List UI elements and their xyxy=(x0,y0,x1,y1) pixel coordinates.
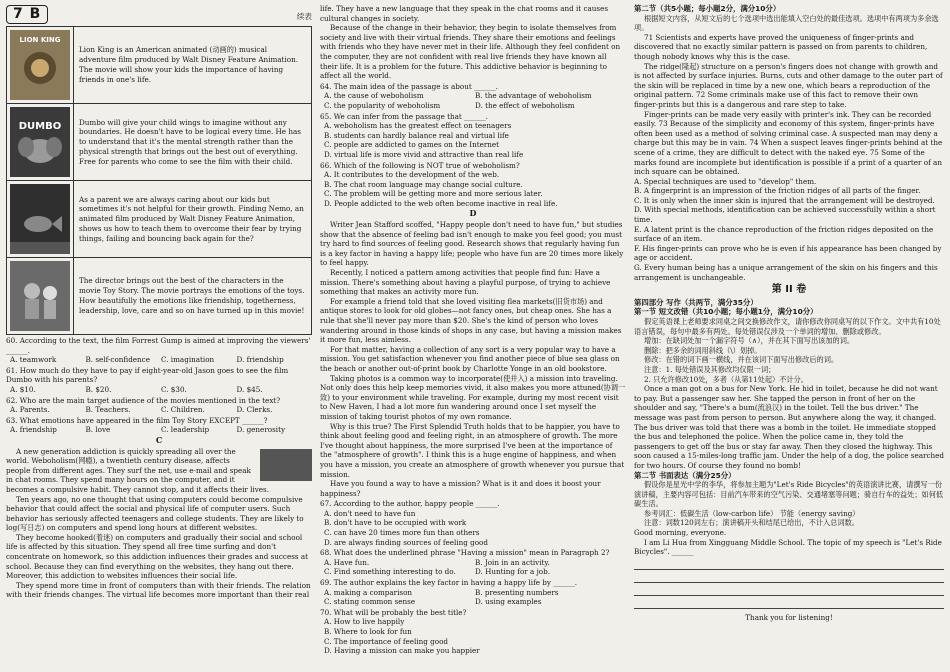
paragraph: Why is this true? The First Splendid Truth holds that to be happier, you have to think about feeling good and feeling right, in an atmosphere of growth. The more I've thought about happiness, the more surprised I've been at the importance of the "atmosphere of growth". I think this is a huge engine of happiness, and when you have a mission, you create an atmosphere of growth whenever you pursue that mission. xyxy=(320,421,625,479)
passage-d-title: D xyxy=(469,208,477,219)
option[interactable]: A. $10. xyxy=(10,384,36,394)
speech-greeting: Good morning, everyone. xyxy=(634,528,727,538)
option[interactable]: D. With special methods, identification can be achieved successfully within a short time. xyxy=(634,205,936,225)
note: 注意：词数120词左右；演讲稿开头和结尾已给出，不计入总词数。 xyxy=(644,518,859,528)
film-description: The director brings out the best of the characters in the movie Toy Story. The movie portrays the emotions of the toys. How beautifully the emotions like friendship, togetherness, leadership, love, care and so on have turned up in this movie! xyxy=(79,276,305,315)
section-heading: 第一节 短文改错（共10小题；每小题1分，满分10分） xyxy=(634,307,818,317)
option[interactable]: A. weboholism has the greatest effect on teenagers xyxy=(324,121,512,131)
film-poster xyxy=(7,181,74,257)
option[interactable]: B. Join in an activity. xyxy=(475,557,550,567)
option[interactable]: C. imagination xyxy=(161,355,215,365)
options-66 xyxy=(320,170,626,208)
section-heading: 第二节 书面表达（满分25分） xyxy=(634,470,736,480)
option[interactable]: A. making a comparison xyxy=(324,587,413,597)
option[interactable]: D. using examples xyxy=(475,597,542,607)
page-header xyxy=(6,4,312,24)
instructions: 根据短文内容，从短文后的七个选项中选出能填入空白处的最佳选项。选项中有两项为多余选项。 xyxy=(634,13,939,33)
paragraph: Finger-prints can be made very easily with printer's ink. They can be recorded easily. 73 Because of the simplicity and economy of this system, finger-prints have often been used as a method of solving criminal case. A suspected man may deny a charge but this may be in vain. 74 When a suspect leaves finger-prints behind at the scene of a crime, they are difficult to detect with the naked eye. 75 Some of the marks found are incomplete but identification is possible if a print of a quarter of an inch square can be obtained. xyxy=(634,109,943,177)
option[interactable]: C. $30. xyxy=(161,384,187,394)
paragraph: For that matter, having a collection of any sort is a very popular way to have a mission. You get satisfaction whenever you find another piece of blue sea glass on the beach or another out-of-print book by Charlotte Yonge in an old bookstore. xyxy=(320,344,620,373)
option[interactable]: D. Clerks. xyxy=(236,405,273,415)
film-poster xyxy=(7,258,74,334)
correction-passage[interactable]: Once a man got on a bus for New York. He hid in toilet, because he did not want to pay. But a passenger saw her. She tapped the person in front of her on the shoulder and say, "There's a bum(流浪汉) in the toilet. Tell the bus driver." The message was past from person to person. But anywhere along the way, it changed. The bus driver was told that there was a bomb in the toilet. He immediate stopped the bus and telephoned the police. When the police came in, they told the passengers to get off the bus or stay far away. Then they closed the highway. This soon caused a 15-miles-long traffic jam. Under the help of a dog, the police searched for two hours. Of course they found no bomb! xyxy=(634,384,944,470)
volume-ii-title: 第 II 卷 xyxy=(771,284,807,296)
option[interactable]: F. His finger-prints can prove who he is even if his appearance has been changed by age or accident. xyxy=(634,243,942,263)
paragraph: Have you found a way to have a mission? What is it and does it boost your happiness? xyxy=(320,479,601,498)
options-64 xyxy=(320,91,626,110)
film-table xyxy=(6,26,312,335)
question-68: 68. What does the underlined phrase "Having a mission" mean in Paragraph 2? xyxy=(320,548,610,558)
option[interactable]: B. self-confidence xyxy=(85,355,150,365)
instructions: 假设你是星光中学的李华，将参加主题为"Let's Ride Bicycles"的英语演讲比赛，请撰写一份演讲稿，主要内容可包括：目前汽车带来的空气污染、交通堵塞等问题；骑自行车的益处；如何低碳生活。 xyxy=(634,480,944,509)
film-poster xyxy=(7,104,74,180)
option[interactable]: B. Teachers. xyxy=(85,405,131,415)
option[interactable]: D. People addicted to the web often become inactive in real life. xyxy=(324,198,558,208)
option[interactable]: A. friendship xyxy=(10,425,57,435)
finding-nemo-poster-image xyxy=(10,184,70,254)
poster-title: LION KING xyxy=(19,36,61,44)
option[interactable]: B. students can hardly balance real and virtual life xyxy=(324,130,509,140)
option[interactable]: C. can have 20 times more fun than others xyxy=(324,528,480,538)
film-row xyxy=(7,181,311,258)
instruction-line: 增加：在缺词处加一个漏字符号（∧），并在其下面写出该加的词。 xyxy=(644,336,855,346)
option[interactable]: B. The chat room language may change social culture. xyxy=(324,179,523,189)
film-description: Lion King is an American animated (动画的) musical adventure film produced by Walt Disney Feature Animation. The movie will show your kids the importance of having friends in one's life. xyxy=(79,45,298,84)
option[interactable]: C. The problem will be getting more and more serious later. xyxy=(324,189,543,199)
option[interactable]: D. virtual life is more vivid and attractive than real life xyxy=(324,149,524,159)
paragraph: They become hooked(着迷) on computers and gradually their social and school life is affected by this situation. They spend all free time surfing and don't concentrate on homework, so this addiction influences their grades and success at school. Because they can find everything on the websites, they hang out there. Moreover, this addiction to websites influences their social life. xyxy=(6,532,309,581)
option[interactable]: C. Children. xyxy=(161,405,205,415)
instruction-line: 注意：1. 每处错误及其修改均仅限一词； xyxy=(644,364,776,374)
option[interactable]: A. Special techniques are used to "develop" them. xyxy=(634,176,817,186)
options-61 xyxy=(6,385,312,395)
column-middle xyxy=(320,4,626,668)
paragraph: Writer Jean Stafford scoffed, "Happy people don't need to have fun," but studies show that the absence of feeling bad isn't enough to make you feel good; you must try hard to find sources of feeling good. Research shows that regularly having fun is a key factor in having a happy life; people who have fun are 20 times more likely to feel happy. xyxy=(320,220,624,268)
question-66: 66. Which of the following is NOT true of weboholism? xyxy=(320,160,520,170)
paragraph: For example a friend told that she loved visiting flea markets(旧货市场) and antique stores to look for old globes—not fancy ones, but cheap ones. She has a rule that she'll never pay more than $20. She's the kind of person who loves wandering around in those kinds of shops in any case, but having a mission makes it more fun, less aimless. xyxy=(320,296,622,345)
option[interactable]: D. Hunting for a job. xyxy=(475,567,551,577)
passage-c xyxy=(6,447,312,601)
option[interactable]: C. the popularity of weboholism xyxy=(324,100,441,110)
page-badge: 7 B xyxy=(6,5,48,24)
lion-king-poster-image xyxy=(10,30,70,100)
film-row xyxy=(7,104,311,181)
options-69 xyxy=(320,588,626,607)
option[interactable]: B. A fingerprint is an impression of the friction ridges of all parts of the finger. xyxy=(634,186,921,196)
option[interactable]: C. stating common sense xyxy=(324,597,416,607)
writing-line[interactable] xyxy=(634,572,944,583)
option[interactable]: A. teamwork xyxy=(10,355,57,365)
option[interactable]: A. the cause of weboholism xyxy=(324,91,424,101)
section-heading: 第二节（共5小题；每小题2分，满分10分） xyxy=(634,4,781,13)
film-description: As a parent we are always caring about our kids but sometimes it's not helpful for their growth. Finding Nemo, an animated film produced by Walt Disney Feature Animation, shows us how to teach them to overcome their fear by trying things, failing and bouncing back again for the? xyxy=(79,194,304,243)
paragraph: Because of the change in their behavior, they begin to isolate themselves from society and live with their virtual friends. They share their emotions and feelings with friends who they have never met in their life. Although they feel confident on the computer, they are not confident with real live friends they have known all their life. It is a problem for the future. This addictive behavior is beginning to affect all the world. xyxy=(320,23,621,81)
option[interactable]: A. How to live happily xyxy=(324,617,405,627)
option[interactable]: B. don't have to be occupied with work xyxy=(324,518,467,528)
speech-closing: Thank you for listening! xyxy=(745,612,833,622)
option[interactable]: A. Parents. xyxy=(10,405,50,415)
passage-c-title: C xyxy=(155,434,163,445)
paragraph: life. They have a new language that they speak in the chat rooms and it causes cultural changes in society. xyxy=(320,4,609,23)
options-70 xyxy=(320,617,626,655)
option[interactable]: A. It contributes to the development of the web. xyxy=(324,170,500,180)
instruction-line: 2. 只允许修改10处，多者（从第11处起）不计分。 xyxy=(644,374,808,384)
poster-title: DUMBO xyxy=(18,121,62,132)
toy-story-poster-image xyxy=(10,261,70,331)
question-67: 67. According to the author, happy people ______. xyxy=(320,499,500,509)
instructions: 假定英语课上老师要求同桌之间交换修改作文，请你修改你同桌写的以下作文。文中共有10处语言错误，每句中最多有两处。每处错误仅涉及一个单词的增加、删除或修改。 xyxy=(634,317,941,336)
option[interactable]: A. Have fun. xyxy=(324,557,370,567)
option[interactable]: C. Find something interesting to do. xyxy=(324,567,456,577)
film-description: Dumbo will give your child wings to imagine without any boundaries. He doesn't have to be logical every time. He has to understand that it's the mental strength rather than the physical strength that brings out the best out of everything. Free for parents who come to see the film with their child. xyxy=(79,117,301,166)
instruction-line: 修改：在错的词下画一横线，并在该词下面写出修改后的词。 xyxy=(644,355,839,365)
options-68 xyxy=(320,558,626,577)
writing-line[interactable] xyxy=(634,585,944,596)
option[interactable]: D. generosity xyxy=(236,425,286,435)
column-right xyxy=(634,4,944,668)
question-64: 64. The main idea of the passage is about ______. xyxy=(320,81,498,91)
gap-options xyxy=(634,177,944,283)
paragraph: 71 Scientists and experts have proved the uniqueness of finger-prints and discovered that no exactly similar pattern is passed on from parents to children, though nobody knows why this is the case. xyxy=(634,32,928,61)
option[interactable]: C. leadership xyxy=(161,425,210,435)
continued-label: 续表 xyxy=(296,12,312,22)
speech-intro: I am Li Hua from Xingguang Middle School. The topic of my speech is "Let's Ride Bicycles". ______ xyxy=(634,537,942,557)
instruction-line: 删除：把多余的词用斜线（\）划掉。 xyxy=(644,345,762,355)
option[interactable]: B. the advantage of weboholism xyxy=(475,91,592,101)
film-row xyxy=(7,27,311,104)
option[interactable]: G. Every human being has a unique arrangement of the skin on his fingers and this arrangement is unchangeable. xyxy=(634,263,938,282)
question-61: 61. How much do they have to pay if eight-year-old Jason goes to see the film Dumbo with his parents? xyxy=(6,365,289,385)
options-60 xyxy=(6,355,312,365)
option[interactable]: C. It is only when the inner skin is injured that the arrangement will be destroyed. xyxy=(634,195,935,205)
option[interactable]: D. the effect of weboholism xyxy=(475,100,575,110)
film-row xyxy=(7,258,311,334)
paragraph: Taking photos is a common way to incorporate(使并入) a mission into traveling. Not only does this help keep memories vivid, it also makes you more attuned(协调一致) to your environment while traveling. For example, during my most recent visit to New Haven, I had a lot more fun wandering around once I set myself the mission of taking tourist photos of my own romance. xyxy=(320,373,626,421)
paragraph: Ten years ago, no one thought that using computers could become compulsive behavior that could affect the social and physical life of computer users. Such behavior has seriously affected teenagers and college students. They are likely to log(写日志) on computers and spend long hours at different websites. xyxy=(6,494,304,533)
part-heading: 第四部分 写作（共两节，满分35分） xyxy=(634,297,758,307)
film-poster xyxy=(7,27,74,103)
option[interactable]: B. Where to look for fun xyxy=(324,627,412,636)
option[interactable]: E. A latent print is the chance reproduction of the friction ridges deposited on the surface of an item. xyxy=(634,224,934,244)
option[interactable]: C. The importance of feeling good xyxy=(324,636,449,646)
option[interactable]: C. people are addicted to games on the Internet xyxy=(324,140,500,150)
option[interactable]: D. friendship xyxy=(236,355,284,365)
option[interactable]: A. don't need to have fun xyxy=(324,508,416,518)
dumbo-poster-image xyxy=(10,107,70,177)
option[interactable]: D. Having a mission can make you happier xyxy=(324,646,480,656)
writing-line[interactable] xyxy=(634,559,944,570)
question-60: 60. According to the text, the film Forrest Gump is aimed at improving the viewers' ______. xyxy=(6,336,311,355)
option[interactable]: B. $20. xyxy=(85,384,112,394)
paragraph: The ridge(隆起) structure on a person's fingers does not change with growth and is not affected by surface injuries. Burns, cuts and other damage to the outer part of the skin will be replaced in time by a new one, which bears a reproduction of the original pattern. 72 Some criminals make use of this fact to remove their own finger-prints but this is a dangerous and rare step to take. xyxy=(634,61,943,109)
paragraph: A new generation addiction is quickly spreading all over the world. Weboholism(网瘾), a twentieth century disease, affects people from different ages. They surf the net, use e-mail and speak in chat rooms. They spend many hours on the computer, and it becomes a compulsive habit. They cannot stop, and it affects their lives. xyxy=(6,446,270,494)
option[interactable]: D. are always finding sources of feeling good xyxy=(324,537,488,547)
options-63 xyxy=(6,425,312,435)
question-63: 63. What emotions have appeared in the film Toy Story EXCEPT ______? xyxy=(6,415,268,425)
paragraph: They spend more time in front of computers than with their friends. The relation with their friends changes. The virtual life becomes more important than their real xyxy=(6,580,311,600)
question-65: 65. We can infer from the passage that ______. xyxy=(320,111,488,121)
passage-illustration xyxy=(260,449,312,481)
option[interactable]: D. $45. xyxy=(236,384,263,394)
reference-vocab: 参考词汇：低碳生活（low-carbon life） 节能（energy saving） xyxy=(644,508,860,518)
question-70: 70. What will be probably the best title? xyxy=(320,607,467,617)
options-62 xyxy=(6,405,312,415)
options-65 xyxy=(320,121,626,159)
option[interactable]: B. love xyxy=(85,425,111,435)
column-left xyxy=(6,4,312,668)
options-67 xyxy=(320,509,626,547)
writing-line[interactable] xyxy=(634,598,944,609)
question-69: 69. The author explains the key factor in having a happy life by ______. xyxy=(320,578,578,588)
option[interactable]: B. presenting numbers xyxy=(475,587,559,597)
question-62: 62. Who are the main target audience of the movies mentioned in the text? xyxy=(6,395,281,405)
paragraph: Recently, I noticed a pattern among activities that people find fun: Have a mission. There's something about having a playful purpose, of trying to achieve something that makes an activity more fun. xyxy=(320,268,611,297)
